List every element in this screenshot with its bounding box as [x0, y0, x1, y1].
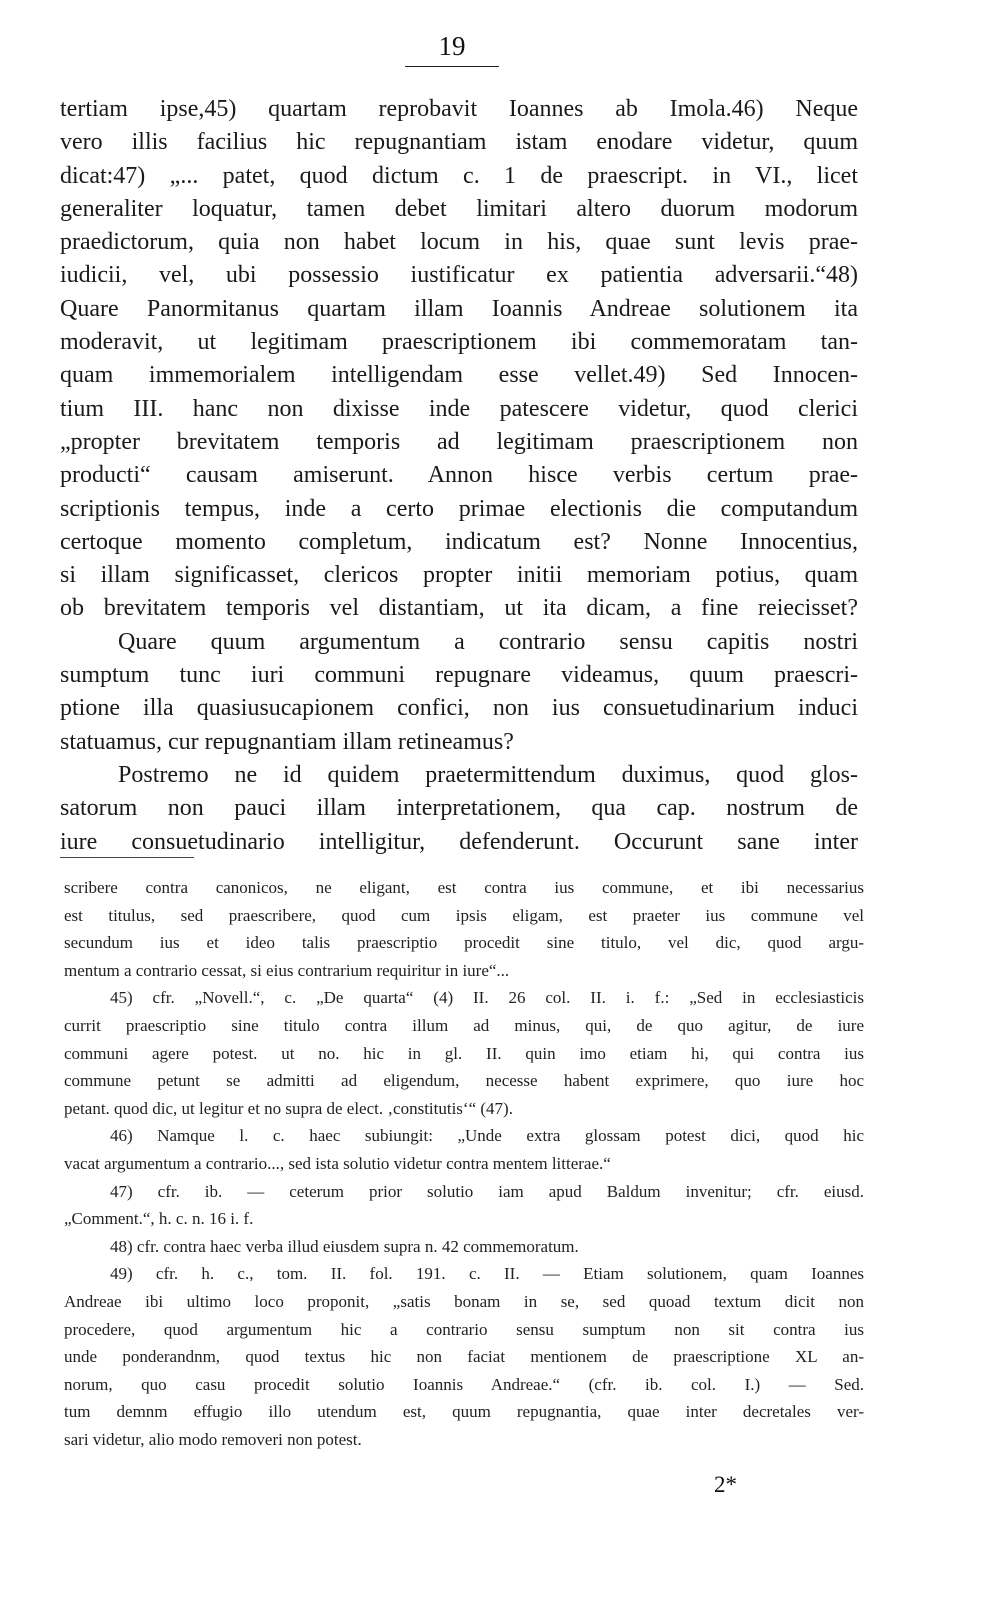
footnote-line: vacat argumentum a contrario..., sed ista solutio videtur contra mentem litterae.“ — [64, 1153, 611, 1173]
main-text-line: „propter brevitatem temporis ad legitimam praescriptionem non — [60, 428, 858, 455]
main-text-line: sumptum tunc iuri communi repugnare videamus, quum praescri- — [60, 662, 858, 689]
footnote-48: 48) cfr. contra haec verba illud eiusdem supra n. 42 commemoratum. — [110, 1236, 579, 1256]
footnotes — [64, 874, 864, 1453]
main-text-line: statuamus, cur repugnantiam illam retineamus? — [60, 728, 514, 755]
footnote-line: „Comment.“, h. c. n. 16 i. f. — [64, 1209, 254, 1229]
main-text-line: tertiam ipse,45) quartam reprobavit Ioannes ab Imola.46) Neque — [60, 96, 858, 122]
footnote-line: Andreae ibi ultimo loco proponit, „satis bonam in se, sed quoad textum dicit non — [64, 1291, 864, 1311]
main-text-line: Postremo ne id quidem praetermittendum duximus, quod glos- — [118, 761, 858, 788]
signature-mark: 2* — [714, 1472, 737, 1497]
main-text-line: certoque momento completum, indicatum est? Nonne Innocentius, — [60, 528, 858, 555]
footnote-line: secundum ius et ideo talis praescriptio procedit sine titulo, vel dic, quod argu- — [64, 933, 864, 953]
main-text-line: iudicii, vel, ubi possessio iustificatur ex patientia adversarii.“48) — [60, 262, 858, 289]
main-text-line: vero illis facilius hic repugnantiam istam enodare videtur, quum — [60, 129, 858, 156]
main-text-line: tium III. hanc non dixisse inde patescere videtur, quod clerici — [60, 395, 858, 422]
footnote-line: unde ponderandnm, quod textus hic non faciat mentionem de praescriptione XL an- — [64, 1347, 864, 1367]
main-text-line: satorum non pauci illam interpretationem, qua cap. nostrum de — [60, 795, 858, 822]
footnote-line: procedere, quod argumentum hic a contrario sensu sumptum non sit contra ius — [64, 1319, 864, 1339]
main-text-line: moderavit, ut legitimam praescriptionem ibi commemoratam tan- — [60, 329, 858, 356]
page-number: 19 — [438, 31, 466, 61]
main-text-line: ob brevitatem temporis vel distantiam, ut ita dicam, a fine reiecisset? — [60, 595, 858, 622]
footnote-line: est titulus, sed praescribere, quod cum ipsis eligam, est praeter ius commune vel — [64, 905, 864, 925]
main-text-line: ptione illa quasiusucapionem confici, non ius consuetudinarium induci — [60, 695, 858, 722]
footnote-line: mentum a contrario cessat, si eius contrarium requiritur in iure“... — [64, 960, 510, 980]
main-text — [60, 93, 858, 859]
footnote-line: tum demnm effugio illo utendum est, quum repugnantia, quae inter decretales ver- — [64, 1402, 864, 1422]
main-text-line: dicat:47) „... patet, quod dictum c. 1 de praescript. in VI., licet — [60, 162, 858, 189]
main-text-line: Quare Panormitanus quartam illam Ioannis Andreae solutionem ita — [60, 295, 858, 322]
main-text-line: Quare quum argumentum a contrario sensu capitis nostri — [118, 628, 858, 655]
main-text-line: si illam significasset, clericos propter initii memoriam potius, quam — [60, 562, 858, 589]
main-text-line: generaliter loquatur, tamen debet limitari altero duorum modorum — [60, 195, 858, 222]
main-text-line: praedictorum, quia non habet locum in his, quae sunt levis prae- — [60, 229, 858, 256]
footnote-47: 47) cfr. ib. — ceterum prior solutio iam apud Baldum invenitur; cfr. eiusd. — [110, 1181, 864, 1201]
footnote-45: 45) cfr. „Novell.“, c. „De quarta“ (4) II. 26 col. II. i. f.: „Sed in ecclesiasticis — [110, 988, 864, 1008]
footnote-separator — [60, 857, 194, 858]
main-text-line: producti“ causam amiserunt. Annon hisce verbis certum prae- — [60, 462, 858, 489]
footnote-line: scribere contra canonicos, ne eligant, est contra ius commune, et ibi necessarius — [64, 878, 864, 897]
footnote-line: norum, quo casu procedit solutio Ioannis Andreae.“ (cfr. ib. col. I.) — Sed. — [64, 1374, 864, 1394]
main-text-line: quam immemorialem intelligendam esse vellet.49) Sed Innocen- — [60, 362, 858, 389]
footnote-line: communi agere potest. ut no. hic in gl. II. quin imo etiam hi, qui contra ius — [64, 1043, 864, 1063]
footnote-line: petant. quod dic, ut legitur et no supra de elect. ‚constitutis‘“ (47). — [64, 1098, 513, 1118]
footnote-line: commune petunt se admitti ad eligendum, necesse habent exprimere, quo iure hoc — [64, 1071, 864, 1091]
footnote-line: currit praescriptio sine titulo contra illum ad minus, qui, de quo agitur, de iure — [64, 1015, 864, 1035]
footnote-line: sari videtur, alio modo removeri non potest. — [64, 1429, 362, 1449]
footnote-49: 49) cfr. h. c., tom. II. fol. 191. c. II. — Etiam solutionem, quam Ioannes — [110, 1264, 864, 1284]
main-text-line: iure consuetudinario intelligitur, defenderunt. Occurunt sane inter — [60, 828, 858, 855]
main-text-line: scriptionis tempus, inde a certo primae electionis die computandum — [60, 495, 858, 522]
footnote-46: 46) Namque l. c. haec subiungit: „Unde extra glossam potest dici, quod hic — [110, 1126, 864, 1146]
page-number-rule — [405, 66, 499, 67]
